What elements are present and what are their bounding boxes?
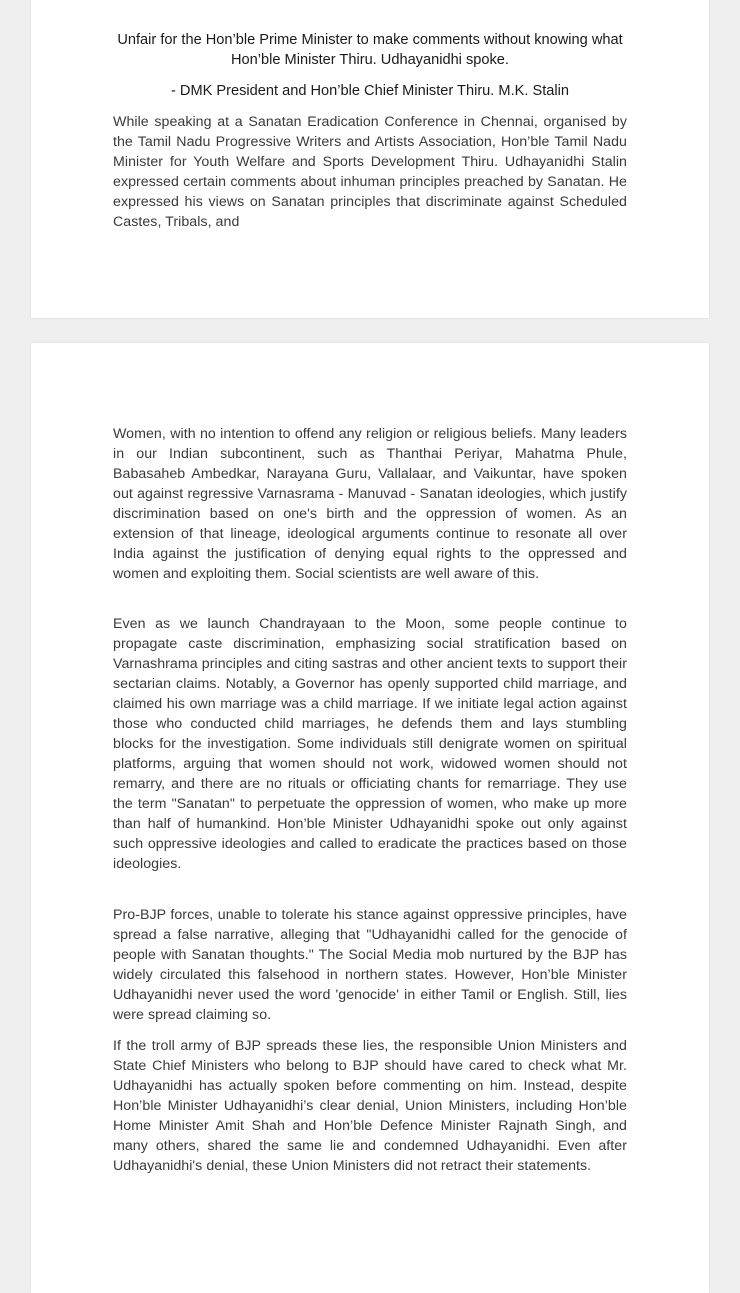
body-paragraph-4: Pro-BJP forces, unable to tolerate his stance against oppressive principles, have spread a false narrative, alleging that "Udhayanidhi called for the genocide of people with Sanatan thoughts." The Social Media mob nurtured by the BJP has widely circulated this falsehood in northern states. However, Hon’ble Minister Udhayanidhi never used the word 'genocide' in either Tamil or English. Still, lies were spread claiming so. [113, 907, 627, 1023]
document-page-2 [31, 343, 709, 1293]
document-page-1 [31, 0, 709, 318]
body-paragraph-3: Even as we launch Chandrayaan to the Moon, some people continue to propagate caste discrimination, emphasizing social stratification based on Varnashrama principles and citing sastras and other ancient texts to support their sectarian claims. Notably, a Governor has openly supported child marriage, and claimed his own marriage was a child marriage. If we initiate legal action against those who conducted child marriages, he defends them and lays stumbling blocks for the investigation. Some individuals still denigrate women on spiritual platforms, arguing that women should not work, widowed women should not remarry, and there are no rituals or officiating chants for remarriage. They use the term "Sanatan" to perpetuate the oppression of women, who make up more than half of humankind. Hon’ble Minister Udhayanidhi spoke out only against such oppressive ideologies and called to eradicate the practices based on those ideologies. [113, 616, 627, 872]
body-paragraph-5: If the troll army of BJP spreads these lies, the responsible Union Ministers and State Chief Ministers who belong to BJP should have cared to check what Mr. Udhayanidhi has actually spoken before commenting on him. Instead, despite Hon’ble Minister Udhayanidhi’s clear denial, Union Ministers, including Hon’ble Home Minister Amit Shah and Hon’ble Defence Minister Rajnath Singh, and many others, shared the same lie and condemned Udhayanidhi. Even after Udhayanidhi's denial, these Union Ministers did not retract their statements. [113, 1038, 627, 1174]
body-paragraph-1: While speaking at a Sanatan Eradication Conference in Chennai, organised by the Tamil Nadu Progressive Writers and Artists Association, Hon’ble Tamil Nadu Minister for Youth Welfare and Sports Development Thiru. Udhayanidhi Stalin expressed certain comments about inhuman principles preached by Sanatan. He expressed his views on Sanatan principles that discriminate against Scheduled Castes, Tribals, and [113, 114, 627, 230]
body-paragraph-2: Women, with no intention to offend any religion or religious beliefs. Many leaders in our Indian subcontinent, such as Thanthai Periyar, Mahatma Phule, Babasaheb Ambedkar, Narayana Guru, Vallalaar, and Vaikuntar, have spoken out against regressive Varnasrama - Manuvad - Sanatan ideologies, which justify discrimination based on one's birth and the oppression of women. As an extension of that lineage, ideological arguments continue to resonate all over India against the justification of denying equal rights to the oppressed and women and exploiting them. Social scientists are well aware of this. [113, 426, 627, 582]
statement-title: Unfair for the Hon’ble Prime Minister to make comments without knowing what Hon’ble Minister Thiru. Udhayanidhi spoke. [117, 32, 623, 68]
statement-attribution: - DMK President and Hon’ble Chief Minister Thiru. M.K. Stalin [171, 83, 569, 99]
